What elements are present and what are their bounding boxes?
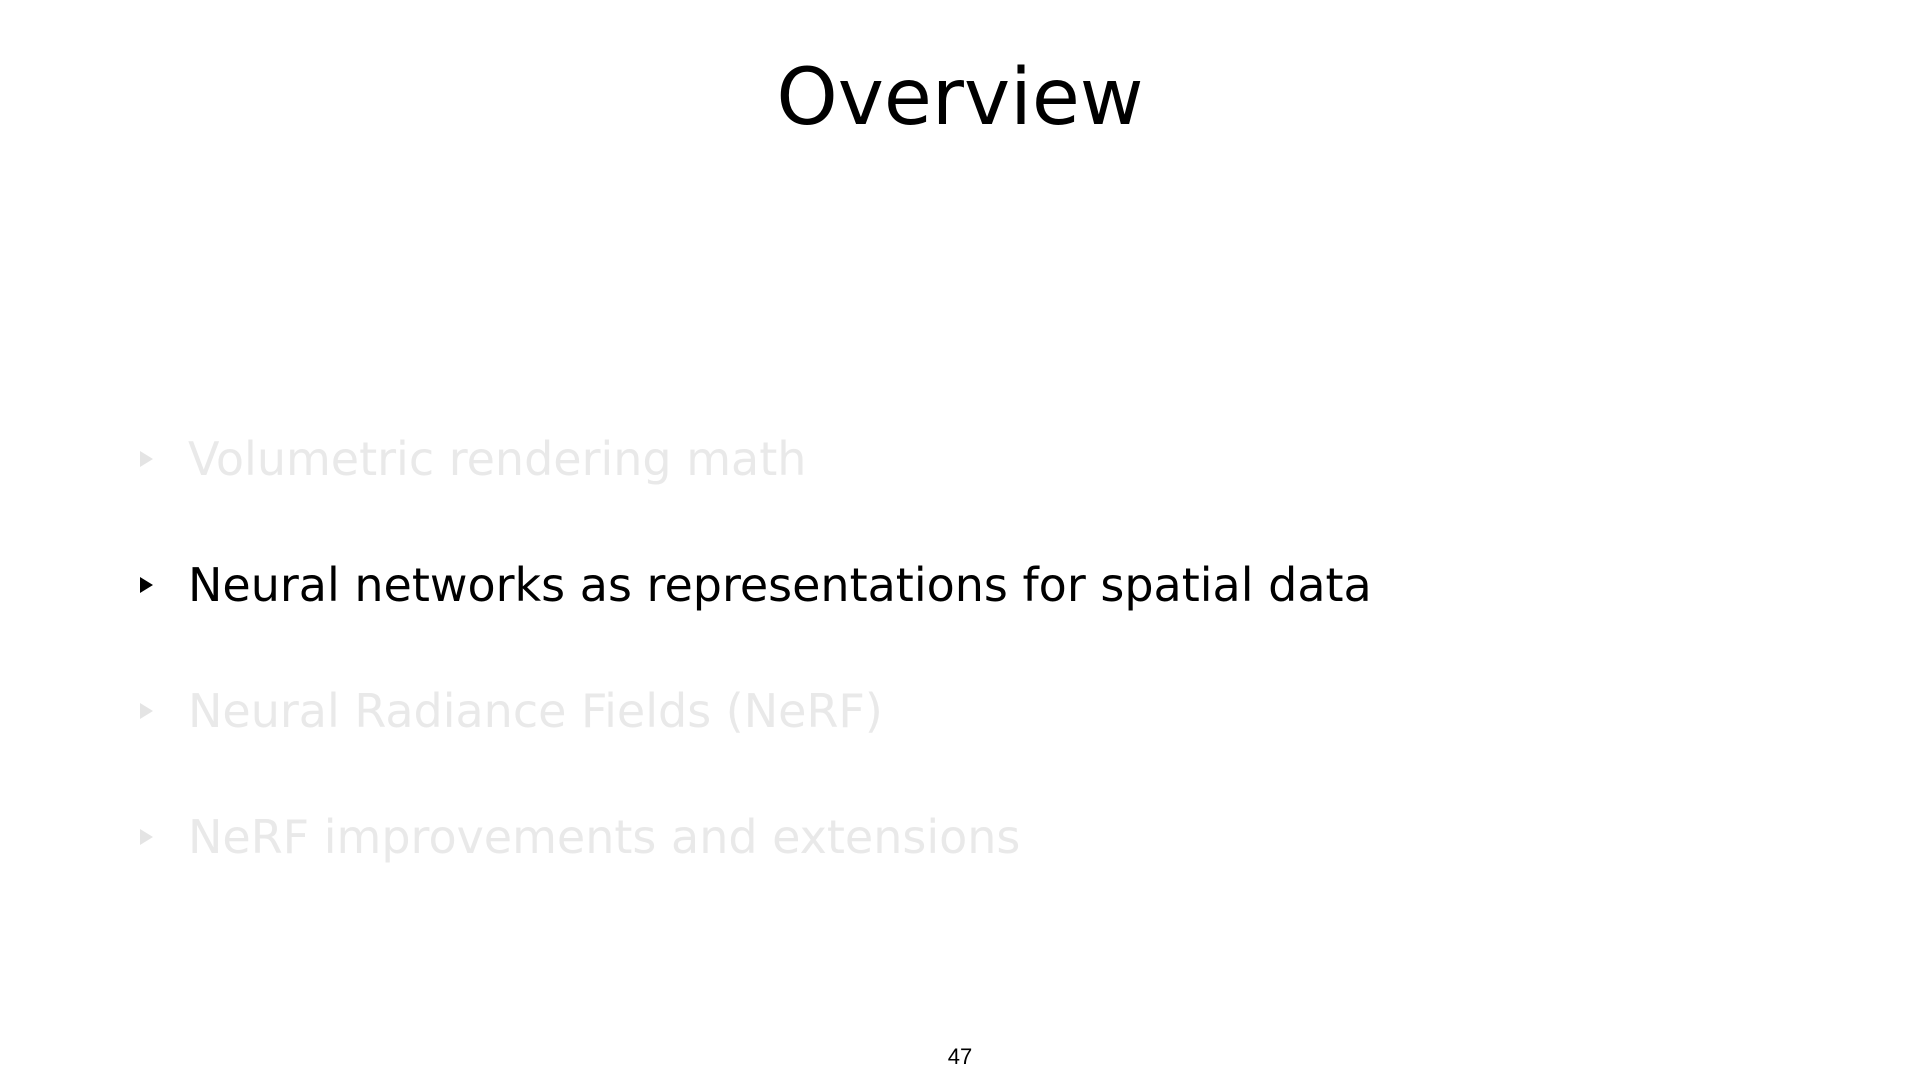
- page-number: 47: [947, 1044, 973, 1069]
- bullet-text: Neural Radiance Fields (NeRF): [188, 684, 883, 738]
- triangle-right-icon: [140, 703, 153, 719]
- bullet-item-nerf-improvements: [140, 774, 1740, 900]
- bullet-item-neural-networks: [140, 522, 1740, 648]
- bullet-item-nerf: [140, 648, 1740, 774]
- triangle-right-icon: [140, 577, 153, 593]
- triangle-right-icon: [140, 829, 153, 845]
- triangle-right-icon: [140, 451, 153, 467]
- bullet-item-volumetric-rendering: [140, 396, 1740, 522]
- bullet-text: Neural networks as representations for spatial data: [188, 558, 1372, 612]
- bullet-list: [140, 396, 1740, 900]
- slide-title: Overview: [776, 53, 1144, 143]
- bullet-text: Volumetric rendering math: [188, 432, 807, 486]
- bullet-text: NeRF improvements and extensions: [188, 810, 1021, 864]
